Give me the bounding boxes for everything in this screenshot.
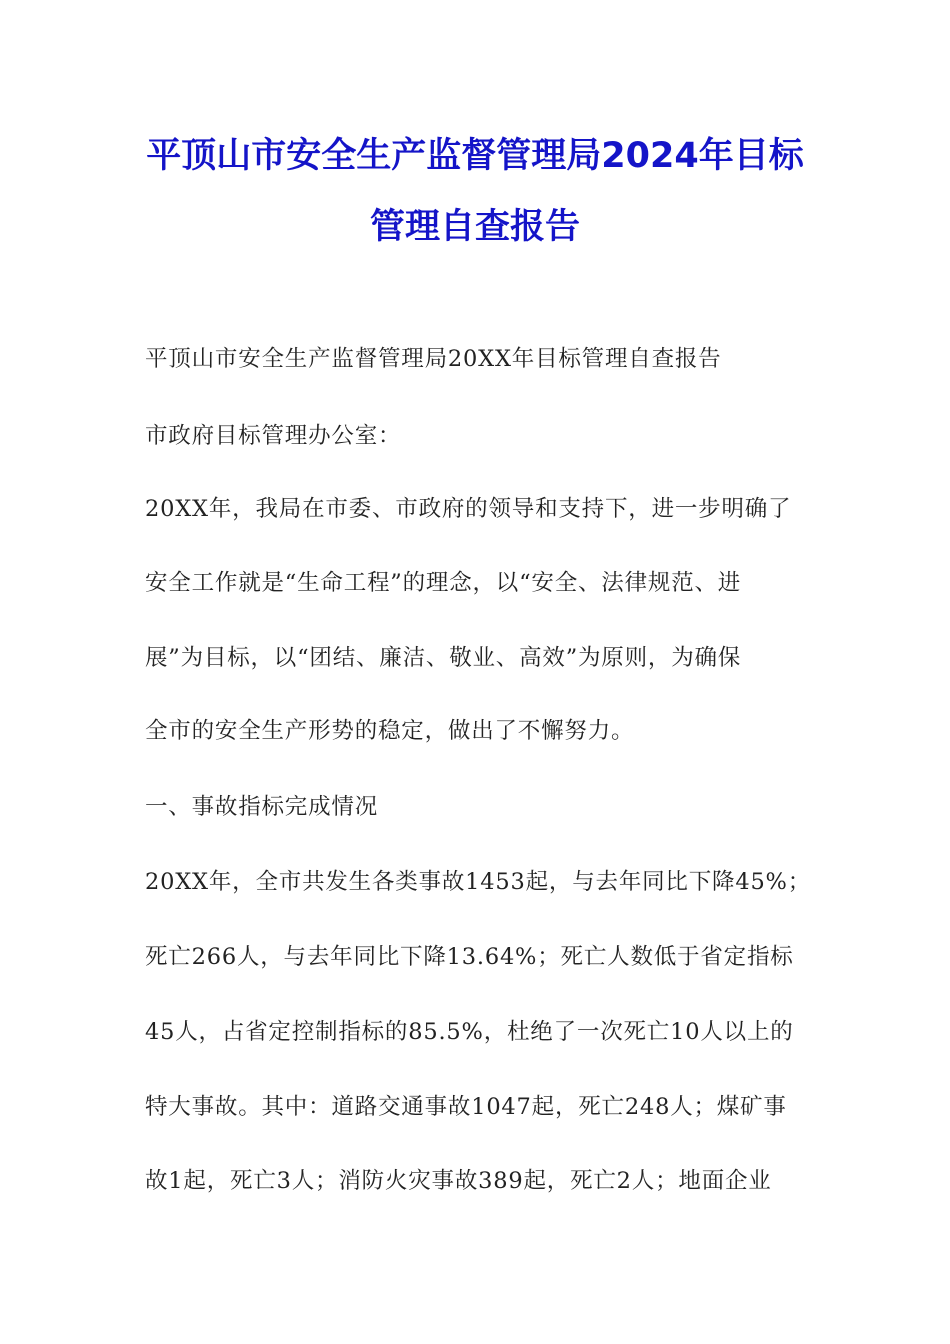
paragraph-line: 全市的安全生产形势的稳定，做出了不懈努力。 bbox=[145, 718, 635, 744]
document-title-line-2: 管理自查报告 bbox=[369, 207, 580, 247]
paragraph-line: 安全工作就是“生命工程”的理念，以“安全、法律规范、进 bbox=[145, 570, 742, 596]
paragraph-line: 20XX年，我局在市委、市政府的领导和支持下，进一步明确了 bbox=[145, 496, 792, 522]
salutation-line: 市政府目标管理办公室： bbox=[145, 423, 402, 449]
paragraph-line: 特大事故。其中：道路交通事故1047起，死亡248人；煤矿事 bbox=[145, 1094, 787, 1120]
paragraph-line: 展”为目标，以“团结、廉洁、敬业、高效”为原则，为确保 bbox=[145, 645, 742, 671]
report-heading-line: 平顶山市安全生产监督管理局20XX年目标管理自查报告 bbox=[145, 346, 722, 372]
paragraph-line: 故1起，死亡3人；消防火灾事故389起，死亡2人；地面企业 bbox=[145, 1168, 772, 1194]
document-title-line-1: 平顶山市安全生产监督管理局2024年目标 bbox=[146, 136, 804, 176]
paragraph-line: 45人，占省定控制指标的85.5%，杜绝了一次死亡10人以上的 bbox=[145, 1019, 794, 1045]
paragraph-line: 死亡266人，与去年同比下降13.64%；死亡人数低于省定指标 bbox=[145, 944, 794, 970]
paragraph-line: 20XX年，全市共发生各类事故1453起，与去年同比下降45%； bbox=[145, 869, 812, 895]
section-heading: 一、事故指标完成情况 bbox=[145, 794, 379, 820]
